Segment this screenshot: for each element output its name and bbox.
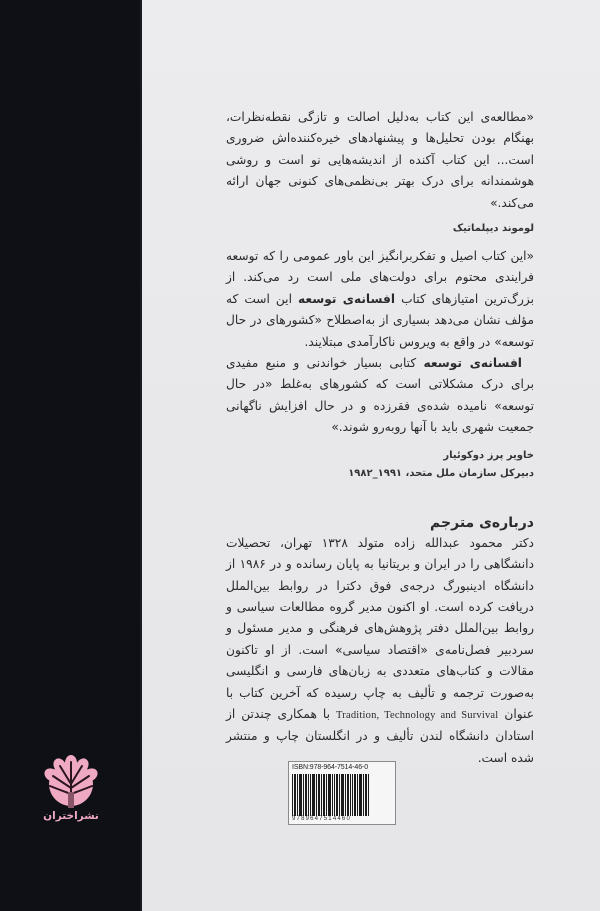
isbn-barcode [288,761,396,825]
tree-in-scalloped-circle-icon [44,754,98,808]
publisher-logo [40,754,102,830]
barcode-digits: 9789647514460 [292,816,351,822]
quote-perez-de-cuellar [226,246,534,439]
translator-bio: دکتر محمود عبدالله زاده متولد ۱۳۲۸ تهران، تحصیلات دانشگاهی را در ایران و بریتانیا به پایان رسانده و در ۱۹۸۶ از دانشگاه ادینبورگ درجه‌ی فوق دکترا در روابط بین‌الملل دریافت کرده است. او اکنون مدیر گروه مطالعات سیاسی و روابط بین‌الملل دفتر پژوهش‌های فرهنگی و مدیر مسئول و سردبیر فصل‌نامه‌ی «اقتصاد سیاسی» است. از او تاکنون مقالات و کتاب‌های متعددی به زبان‌های فارسی و انگلیسی به‌صورت ترجمه و تألیف به چاپ رسیده که آخرین کتاب با عنوان Tradition, Technology and Survival با همکاری چندتن از استادان دانشگاه لندن تألیف و در انگلستان چاپ و منتشر شده است. [226,535,534,765]
quote-le-monde [226,107,534,214]
publisher-name: نشراختران [43,810,99,822]
source-name: خاویر پرز دوکوئیار [443,449,534,461]
quote-perez-de-cuellar-source [226,447,534,483]
quote-le-monde-source: لوموند دیپلماتیک [452,223,534,235]
book-title-emphasis: افسانه‌ی توسعه [297,291,396,306]
book-title-emphasis: افسانه‌ی توسعه [423,356,522,371]
quote-paragraph-1: «این کتاب اصیل و تفکربرانگیز این باور عمومی را که توسعه فرایندی محتوم برای دولت‌های ملی است رد می‌کند. از بزرگ‌ترین امتیازهای کتاب افسانه‌ی توسعه این است که مؤلف نشان می‌دهد بسیاری از به‌اصطلاح «کشورهای در حال توسعه» در واقع به ویروس ناکارآمدی مبتلایند. [226,249,534,349]
latin-book-title: Tradition, Technology and Survival [336,709,499,721]
translator-heading: درباره‌ی مترجم [430,514,534,531]
source-title: دبیرکل سازمان ملل متحد، ۱۹۹۱_۱۹۸۲ [348,467,534,479]
barcode-bars [292,774,392,816]
isbn-label: ISBN:978-964-7514-46-0 [292,764,369,771]
back-cover-text [226,107,534,769]
quote-le-monde-text: «مطالعه‌ی این کتاب به‌دلیل اصالت و تازگی نقطه‌نظرات، بهنگام بودن تحلیل‌ها و پیشنهادهای خیره‌کننده‌اش ضروری است... این کتاب آکنده از اندیشه‌هایی نو است و روشی هوشمندانه برای درک بهتر بی‌نظمی‌های کنونی جهان ارائه می‌کند.» [226,110,534,210]
quote-paragraph-2: افسانه‌ی توسعه کتابی بسیار خواندنی و منبع مفیدی برای درک مشکلاتی است که کشورهای به‌غلط «در حال توسعه» نامیده شده‌ی فقرزده و در حال افزایش ناگهانی جمعیت شهری باید با آنها روبه‌رو شوند.» [226,356,534,435]
